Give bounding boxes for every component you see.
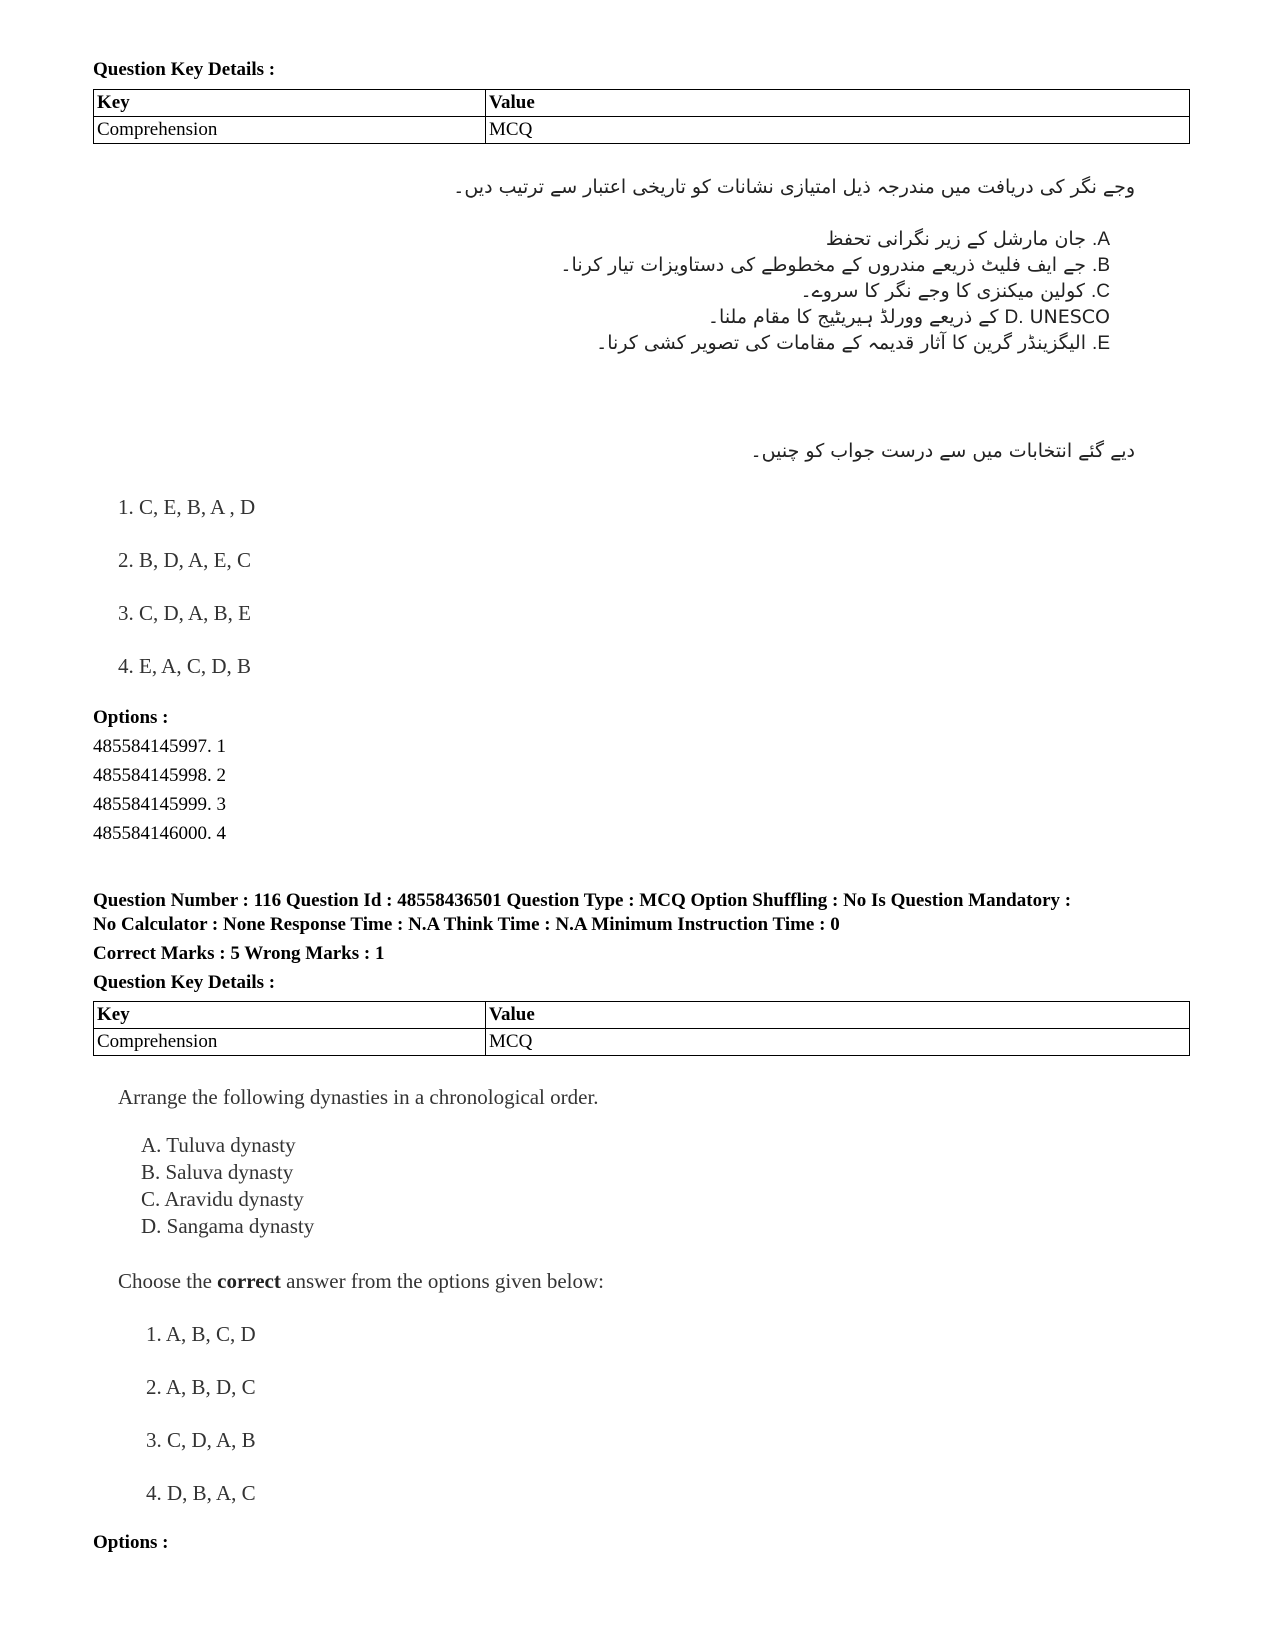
choice-item: 3. C, D, A, B, E: [118, 601, 252, 625]
option-id-line: 485584145998. 2: [93, 765, 226, 786]
table-row: [94, 1029, 1190, 1056]
choose-text: Choose the: [118, 1269, 218, 1293]
item-text: کولین میکنزی کا وجے نگر کا سروے۔: [800, 280, 1085, 302]
list-item: A. Tuluva dynasty: [141, 1133, 296, 1157]
question-prompt: Arrange the following dynasties in a chronological order.: [118, 1085, 599, 1109]
option-id-line: 485584146000. 4: [93, 823, 226, 844]
value-header: Value: [486, 1002, 1190, 1029]
options-heading: Options :: [93, 1532, 169, 1553]
choice-item: 4. E, A, C, D, B: [118, 654, 252, 678]
key-cell: Comprehension: [94, 117, 486, 144]
value-cell: MCQ: [486, 1029, 1190, 1056]
value-cell: MCQ: [486, 117, 1190, 144]
choice-item: 2. A, B, D, C: [146, 1375, 256, 1399]
urdu-choose-wrap: [420, 440, 1135, 470]
urdu-question-prompt: وجے نگر کی دریافت میں مندرجہ ذیل امتیازی نشانات کو تاریخی اعتبار سے ترتیب دیں۔: [453, 176, 1135, 198]
choose-instruction: [118, 1269, 604, 1294]
choose-emphasis: correct: [217, 1269, 281, 1293]
item-label: D.: [1004, 307, 1024, 328]
choice-item: 1. A, B, C, D: [146, 1322, 256, 1346]
choose-text: answer from the options given below:: [280, 1269, 604, 1293]
list-item: [708, 306, 1110, 329]
item-label: C.: [1090, 281, 1110, 302]
choice-item: 4. D, B, A, C: [146, 1481, 256, 1505]
list-item: [826, 228, 1110, 251]
item-label: B.: [1092, 255, 1110, 276]
question-meta-line: Question Number : 116 Question Id : 48558436501 Question Type : MCQ Option Shuffling : No Is Question Mandatory :: [93, 890, 1072, 911]
item-text: جے ایف فلیٹ ذریعے مندروں کے مخطوطے کی دستاویزات تیار کرنا۔: [560, 254, 1086, 276]
question-meta-line: No Calculator : None Response Time : N.A Think Time : N.A Minimum Instruction Time : 0: [93, 914, 840, 935]
table-header-row: [94, 1002, 1190, 1029]
choice-item: 1. C, E, B, A , D: [118, 495, 256, 519]
item-text: UNESCO کے ذریعے وورلڈ ہیریٹیج کا مقام ملنا۔: [707, 306, 1110, 328]
key-details-heading: Question Key Details :: [93, 59, 276, 80]
item-text: جان مارشل کے زیر نگرانی تحفظ: [825, 228, 1086, 250]
marks-line: Correct Marks : 5 Wrong Marks : 1: [93, 943, 385, 964]
value-header: Value: [486, 90, 1190, 117]
key-cell: Comprehension: [94, 1029, 486, 1056]
key-header: Key: [94, 90, 486, 117]
options-heading: Options :: [93, 707, 169, 728]
item-text: الیگزینڈر گرین کا آثار قدیمہ کے مقامات کی تصویر کشی کرنا۔: [596, 332, 1086, 354]
table-row: [94, 117, 1190, 144]
urdu-choose-instruction: دیے گئے انتخابات میں سے درست جواب کو چنیں۔: [750, 440, 1135, 462]
list-item: D. Sangama dynasty: [141, 1214, 315, 1238]
key-details-heading: Question Key Details :: [93, 972, 276, 993]
table-header-row: [94, 90, 1190, 117]
key-header: Key: [94, 1002, 486, 1029]
list-item: [560, 254, 1110, 277]
option-id-line: 485584145997. 1: [93, 736, 226, 757]
option-id-line: 485584145999. 3: [93, 794, 226, 815]
list-item: B. Saluva dynasty: [141, 1160, 294, 1184]
list-item: [801, 280, 1110, 303]
item-label: A.: [1092, 229, 1110, 250]
choice-item: 2. B, D, A, E, C: [118, 548, 252, 572]
urdu-items-list: [420, 228, 1110, 368]
choice-item: 3. C, D, A, B: [146, 1428, 256, 1452]
list-item: [596, 332, 1110, 355]
item-label: E.: [1092, 333, 1110, 354]
urdu-prompt-wrap: [420, 176, 1135, 206]
key-value-table: [93, 89, 1190, 144]
key-value-table: [93, 1001, 1190, 1056]
list-item: C. Aravidu dynasty: [141, 1187, 304, 1211]
